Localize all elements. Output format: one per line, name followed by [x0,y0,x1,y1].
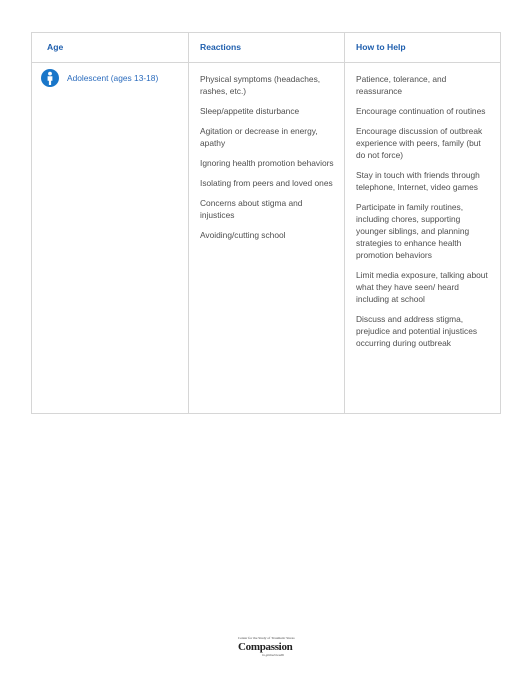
header-reactions: Reactions [200,42,242,52]
reaction-item: Agitation or decrease in energy, apathy [200,126,318,148]
reaction-item: Sleep/appetite disturbance [200,106,300,116]
help-item: Limit media exposure, talking about what they have seen/ heard including at school [356,270,488,304]
help-item: Encourage discussion of outbreak experience with peers, family (but do not force) [356,126,483,160]
how-to-help-list [356,73,490,357]
help-item: Patience, tolerance, and reassurance [356,74,447,96]
header-how-to-help: How to Help [356,42,406,52]
reactions-list [200,73,336,249]
reaction-item: Isolating from peers and loved ones [200,178,333,188]
logo-tagline: Center for the Study of Traumatic Stress [238,636,295,640]
reaction-item: Avoiding/cutting school [200,230,286,240]
help-item: Discuss and address stigma, prejudice and potential injustices occurring during outbreak [356,314,478,348]
person-icon [41,69,59,87]
help-item: Encourage continuation of routines [356,106,486,116]
header-age: Age [47,42,64,52]
reaction-item: Concerns about stigma and injustices [200,198,303,220]
help-item: Stay in touch with friends through telephone, Internet, video games [356,170,480,192]
age-cell [41,69,158,87]
reaction-item: Ignoring health promotion behaviors [200,158,334,168]
logo-wordmark: Compassion [238,641,293,653]
table-row [32,62,500,413]
compassion-logo [238,636,296,658]
help-item: Participate in family routines, including chores, supporting younger siblings, and planning strategies to enhance health promotion behaviors [356,202,470,260]
guidance-table [31,32,501,414]
age-label: Adolescent (ages 13-18) [67,73,159,83]
reaction-item: Physical symptoms (headaches, rashes, etc.) [200,74,321,96]
table-header-row [32,33,500,63]
logo-subtitle: in global health [262,653,285,657]
